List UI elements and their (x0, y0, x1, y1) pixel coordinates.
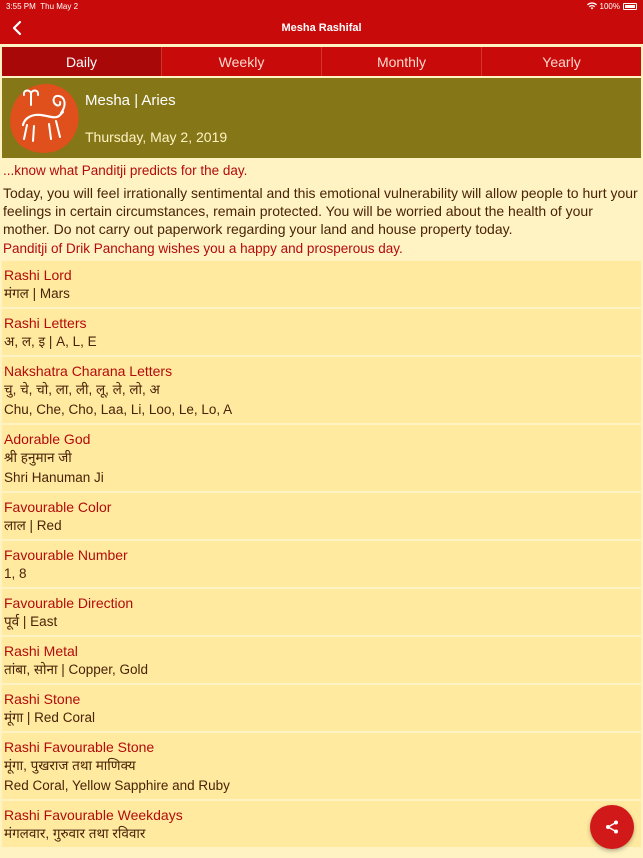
detail-card-title: Rashi Letters (4, 315, 87, 331)
detail-card-value: मूंगा | Red Coral (4, 710, 95, 725)
status-bar (0, 0, 643, 12)
detail-card-value: Red Coral, Yellow Sapphire and Ruby (4, 778, 230, 793)
detail-card-value: लाल | Red (4, 518, 62, 533)
prediction-wishes: Panditji of Drik Panchang wishes you a happy and prosperous day. (3, 241, 403, 256)
detail-card (2, 733, 641, 799)
aries-ram-icon (7, 81, 81, 155)
rashi-details-list (0, 261, 643, 849)
detail-card (2, 541, 641, 587)
wifi-icon (587, 2, 597, 10)
tab-monthly[interactable]: Monthly (322, 47, 482, 76)
detail-card (2, 801, 641, 847)
detail-card-title: Rashi Stone (4, 691, 81, 707)
prediction-text: Today, you will feel irrationally sentimental and this emotional vulnerability will allow people to hurt your feelings in certain circumstances, remain protected. You will be worried about the health of your mother. Do not carry out paperwork regarding your land and house property today. (3, 185, 638, 237)
prediction-intro: ...know what Panditji predicts for the day. (3, 163, 248, 178)
detail-card-value: श्री हनुमान जी (4, 450, 72, 465)
detail-card (2, 309, 641, 355)
tab-weekly[interactable]: Weekly (162, 47, 322, 76)
detail-card (2, 357, 641, 423)
nav-bar (0, 12, 643, 44)
detail-card-title: Rashi Favourable Stone (4, 739, 155, 755)
detail-card (2, 261, 641, 307)
battery-percent: 100% (599, 1, 620, 11)
detail-card-title: Favourable Number (4, 547, 128, 563)
share-button[interactable] (590, 805, 634, 849)
detail-card (2, 685, 641, 731)
period-tabs (2, 47, 641, 76)
detail-card-title: Favourable Color (4, 499, 112, 515)
rashi-date: Thursday, May 2, 2019 (85, 129, 228, 145)
detail-card-title: Rashi Metal (4, 643, 78, 659)
detail-card-value: मूंगा, पुखराज तथा माणिक्य (4, 758, 136, 773)
detail-card-value: चु, चे, चो, ला, ली, लू, ले, लो, अ (4, 382, 160, 397)
detail-card-value: मंगल | Mars (4, 286, 70, 301)
rashi-header (2, 78, 641, 158)
detail-card-title: Nakshatra Charana Letters (4, 363, 173, 379)
detail-card-value: 1, 8 (4, 566, 27, 581)
detail-card-value: पूर्व | East (4, 614, 58, 629)
page-title: Mesha Rashifal (281, 22, 362, 34)
rashi-name: Mesha | Aries (85, 92, 176, 109)
detail-card-value: मंगलवार, गुरुवार तथा रविवार (4, 826, 146, 841)
detail-card-value: Chu, Che, Cho, Laa, Li, Loo, Le, Lo, A (4, 402, 233, 417)
detail-card-value: तांबा, सोना | Copper, Gold (4, 662, 149, 677)
status-date: Thu May 2 (40, 1, 79, 11)
battery-icon (623, 3, 637, 10)
back-button[interactable] (6, 16, 28, 40)
chevron-left-icon (12, 20, 22, 36)
detail-card (2, 637, 641, 683)
detail-card (2, 493, 641, 539)
detail-card-title: Adorable God (4, 431, 91, 447)
tab-yearly[interactable]: Yearly (542, 53, 581, 70)
detail-card-value: अ, ल, इ | A, L, E (4, 334, 97, 349)
detail-card-value: Shri Hanuman Ji (4, 470, 104, 485)
detail-card (2, 425, 641, 491)
share-icon (604, 819, 620, 835)
detail-card-title: Rashi Lord (4, 267, 72, 283)
status-time: 3:55 PM (6, 1, 36, 11)
tab-daily[interactable]: Daily (2, 47, 162, 76)
detail-card-title: Favourable Direction (4, 595, 134, 611)
detail-card-title: Rashi Favourable Weekdays (4, 807, 183, 823)
detail-card (2, 589, 641, 635)
